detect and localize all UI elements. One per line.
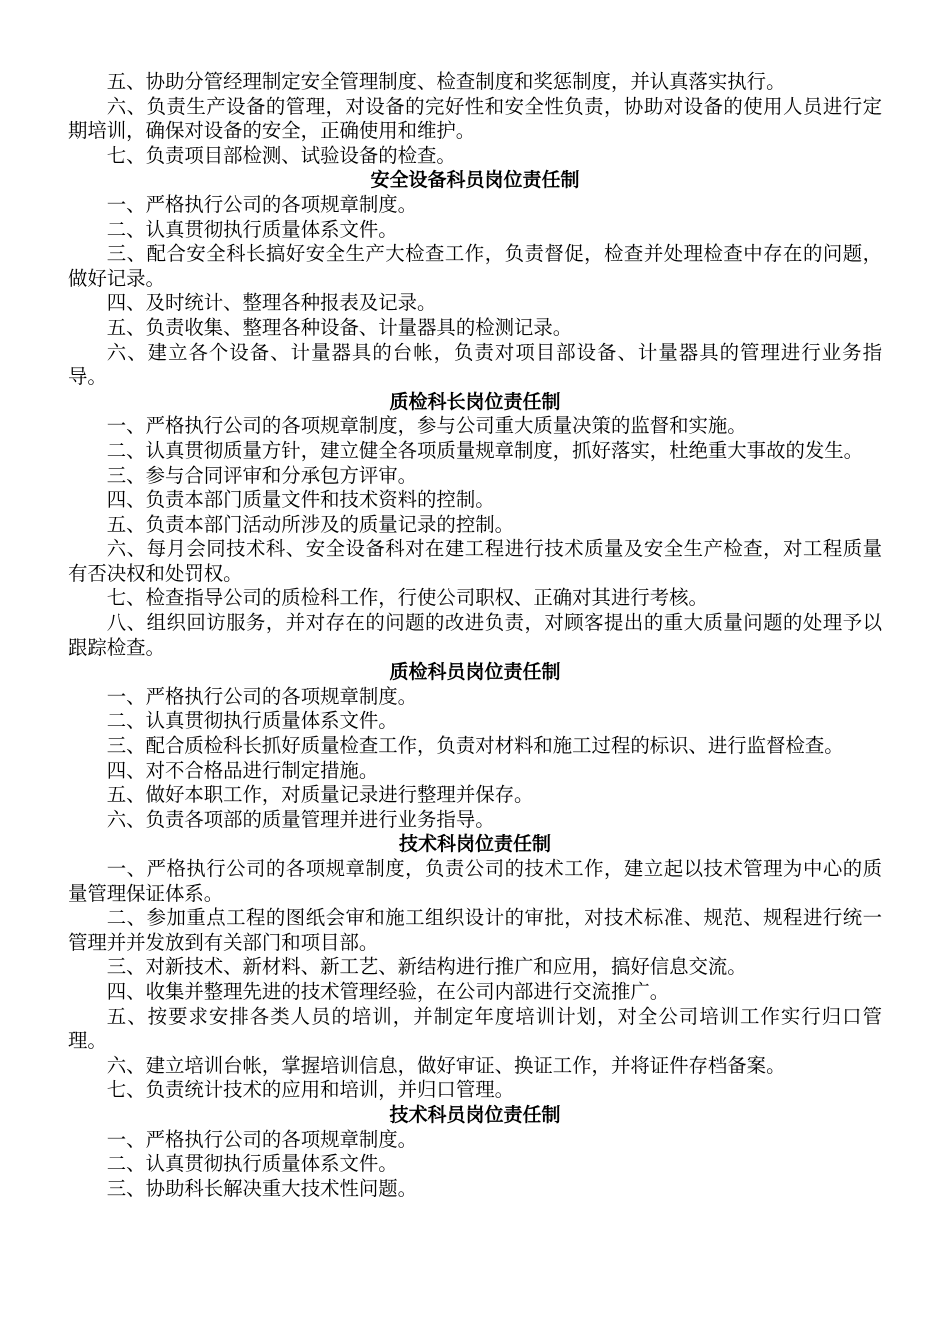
paragraph: 六、建立培训台帐，掌握培训信息，做好审证、换证工作，并将证件存档备案。 <box>106 1053 786 1077</box>
paragraph: 三、配合安全科长搞好安全生产大检查工作，负责督促，检查并处理检查中存在的问题，做好记录。 <box>68 242 882 290</box>
paragraph: 二、认真贯彻执行质量体系文件。 <box>106 709 398 733</box>
paragraph: 五、协助分管经理制定安全管理制度、检查制度和奖惩制度，并认真落实执行。 <box>106 70 786 93</box>
section-tech-dept <box>68 832 882 1103</box>
paragraph: 四、收集并整理先进的技术管理经验，在公司内部进行交流推广。 <box>106 979 670 1003</box>
paragraph: 六、每月会同技术科、安全设备科对在建工程进行技术质量及安全生产检查，对工程质量有否决权和处罚权。 <box>68 537 882 585</box>
document-page <box>68 70 882 1201</box>
section-title: 质检科长岗位责任制 <box>389 390 561 413</box>
paragraph: 一、严格执行公司的各项规章制度。 <box>106 1127 418 1151</box>
paragraph: 三、参与合同评审和分承包方评审。 <box>106 463 418 487</box>
paragraph: 二、参加重点工程的图纸会审和施工组织设计的审批，对技术标准、规范、规程进行统一管理并并发放到有关部门和项目部。 <box>68 906 882 954</box>
paragraph: 三、协助科长解决重大技术性问题。 <box>106 1176 418 1200</box>
paragraph: 六、负责生产设备的管理，对设备的完好性和安全性负责，协助对设备的使用人员进行定期培训，确保对设备的安全，正确使用和维护。 <box>68 94 882 143</box>
section-safety-equipment-clerk <box>68 168 882 389</box>
section-qc-chief <box>68 390 882 661</box>
paragraph: 四、对不合格品进行制定措施。 <box>106 758 379 782</box>
section-title: 质检科员岗位责任制 <box>389 661 561 684</box>
paragraph: 七、检查指导公司的质检科工作，行使公司职权、正确对其进行考核。 <box>106 586 708 610</box>
paragraph: 三、对新技术、新材料、新工艺、新结构进行推广和应用，搞好信息交流。 <box>106 955 747 979</box>
paragraph: 五、按要求安排各类人员的培训，并制定年度培训计划，对全公司培训工作实行归口管理。 <box>68 1004 882 1053</box>
section-continued <box>68 70 882 168</box>
section-title: 安全设备科员岗位责任制 <box>370 169 580 192</box>
section-title: 技术科员岗位责任制 <box>389 1103 561 1126</box>
paragraph: 五、负责本部门活动所涉及的质量记录的控制。 <box>106 512 514 536</box>
section-title: 技术科岗位责任制 <box>398 833 551 856</box>
paragraph: 五、做好本职工作，对质量记录进行整理并保存。 <box>106 783 534 807</box>
paragraph: 三、配合质检科长抓好质量检查工作，负责对材料和施工过程的标识、进行监督检查。 <box>106 734 844 758</box>
paragraph: 七、负责项目部检测、试验设备的检查。 <box>106 143 456 167</box>
section-qc-clerk <box>68 660 882 832</box>
paragraph: 五、负责收集、整理各种设备、计量器具的检测记录。 <box>106 315 573 339</box>
paragraph: 二、认真贯彻执行质量体系文件。 <box>106 1152 398 1176</box>
paragraph: 七、负责统计技术的应用和培训，并归口管理。 <box>106 1078 514 1102</box>
paragraph: 二、认真贯彻执行质量体系文件。 <box>106 217 398 241</box>
paragraph: 二、认真贯彻质量方针，建立健全各项质量规章制度，抓好落实，杜绝重大事故的发生。 <box>106 438 864 462</box>
paragraph: 一、严格执行公司的各项规章制度。 <box>106 192 418 216</box>
section-tech-clerk <box>68 1103 882 1201</box>
paragraph: 一、严格执行公司的各项规章制度。 <box>106 684 418 708</box>
paragraph: 一、严格执行公司的各项规章制度，参与公司重大质量决策的监督和实施。 <box>106 414 747 438</box>
paragraph: 四、及时统计、整理各种报表及记录。 <box>106 291 437 315</box>
paragraph: 四、负责本部门质量文件和技术资料的控制。 <box>106 488 495 512</box>
paragraph: 八、组织回访服务，并对存在的问题的改进负责，对顾客提出的重大质量问题的处理予以跟踪检查。 <box>68 611 882 659</box>
paragraph: 六、建立各个设备、计量器具的台帐，负责对项目部设备、计量器具的管理进行业务指导。 <box>68 340 882 389</box>
paragraph: 六、负责各项部的质量管理并进行业务指导。 <box>106 807 495 831</box>
paragraph: 一、严格执行公司的各项规章制度，负责公司的技术工作，建立起以技术管理为中心的质量管理保证体系。 <box>68 857 882 905</box>
